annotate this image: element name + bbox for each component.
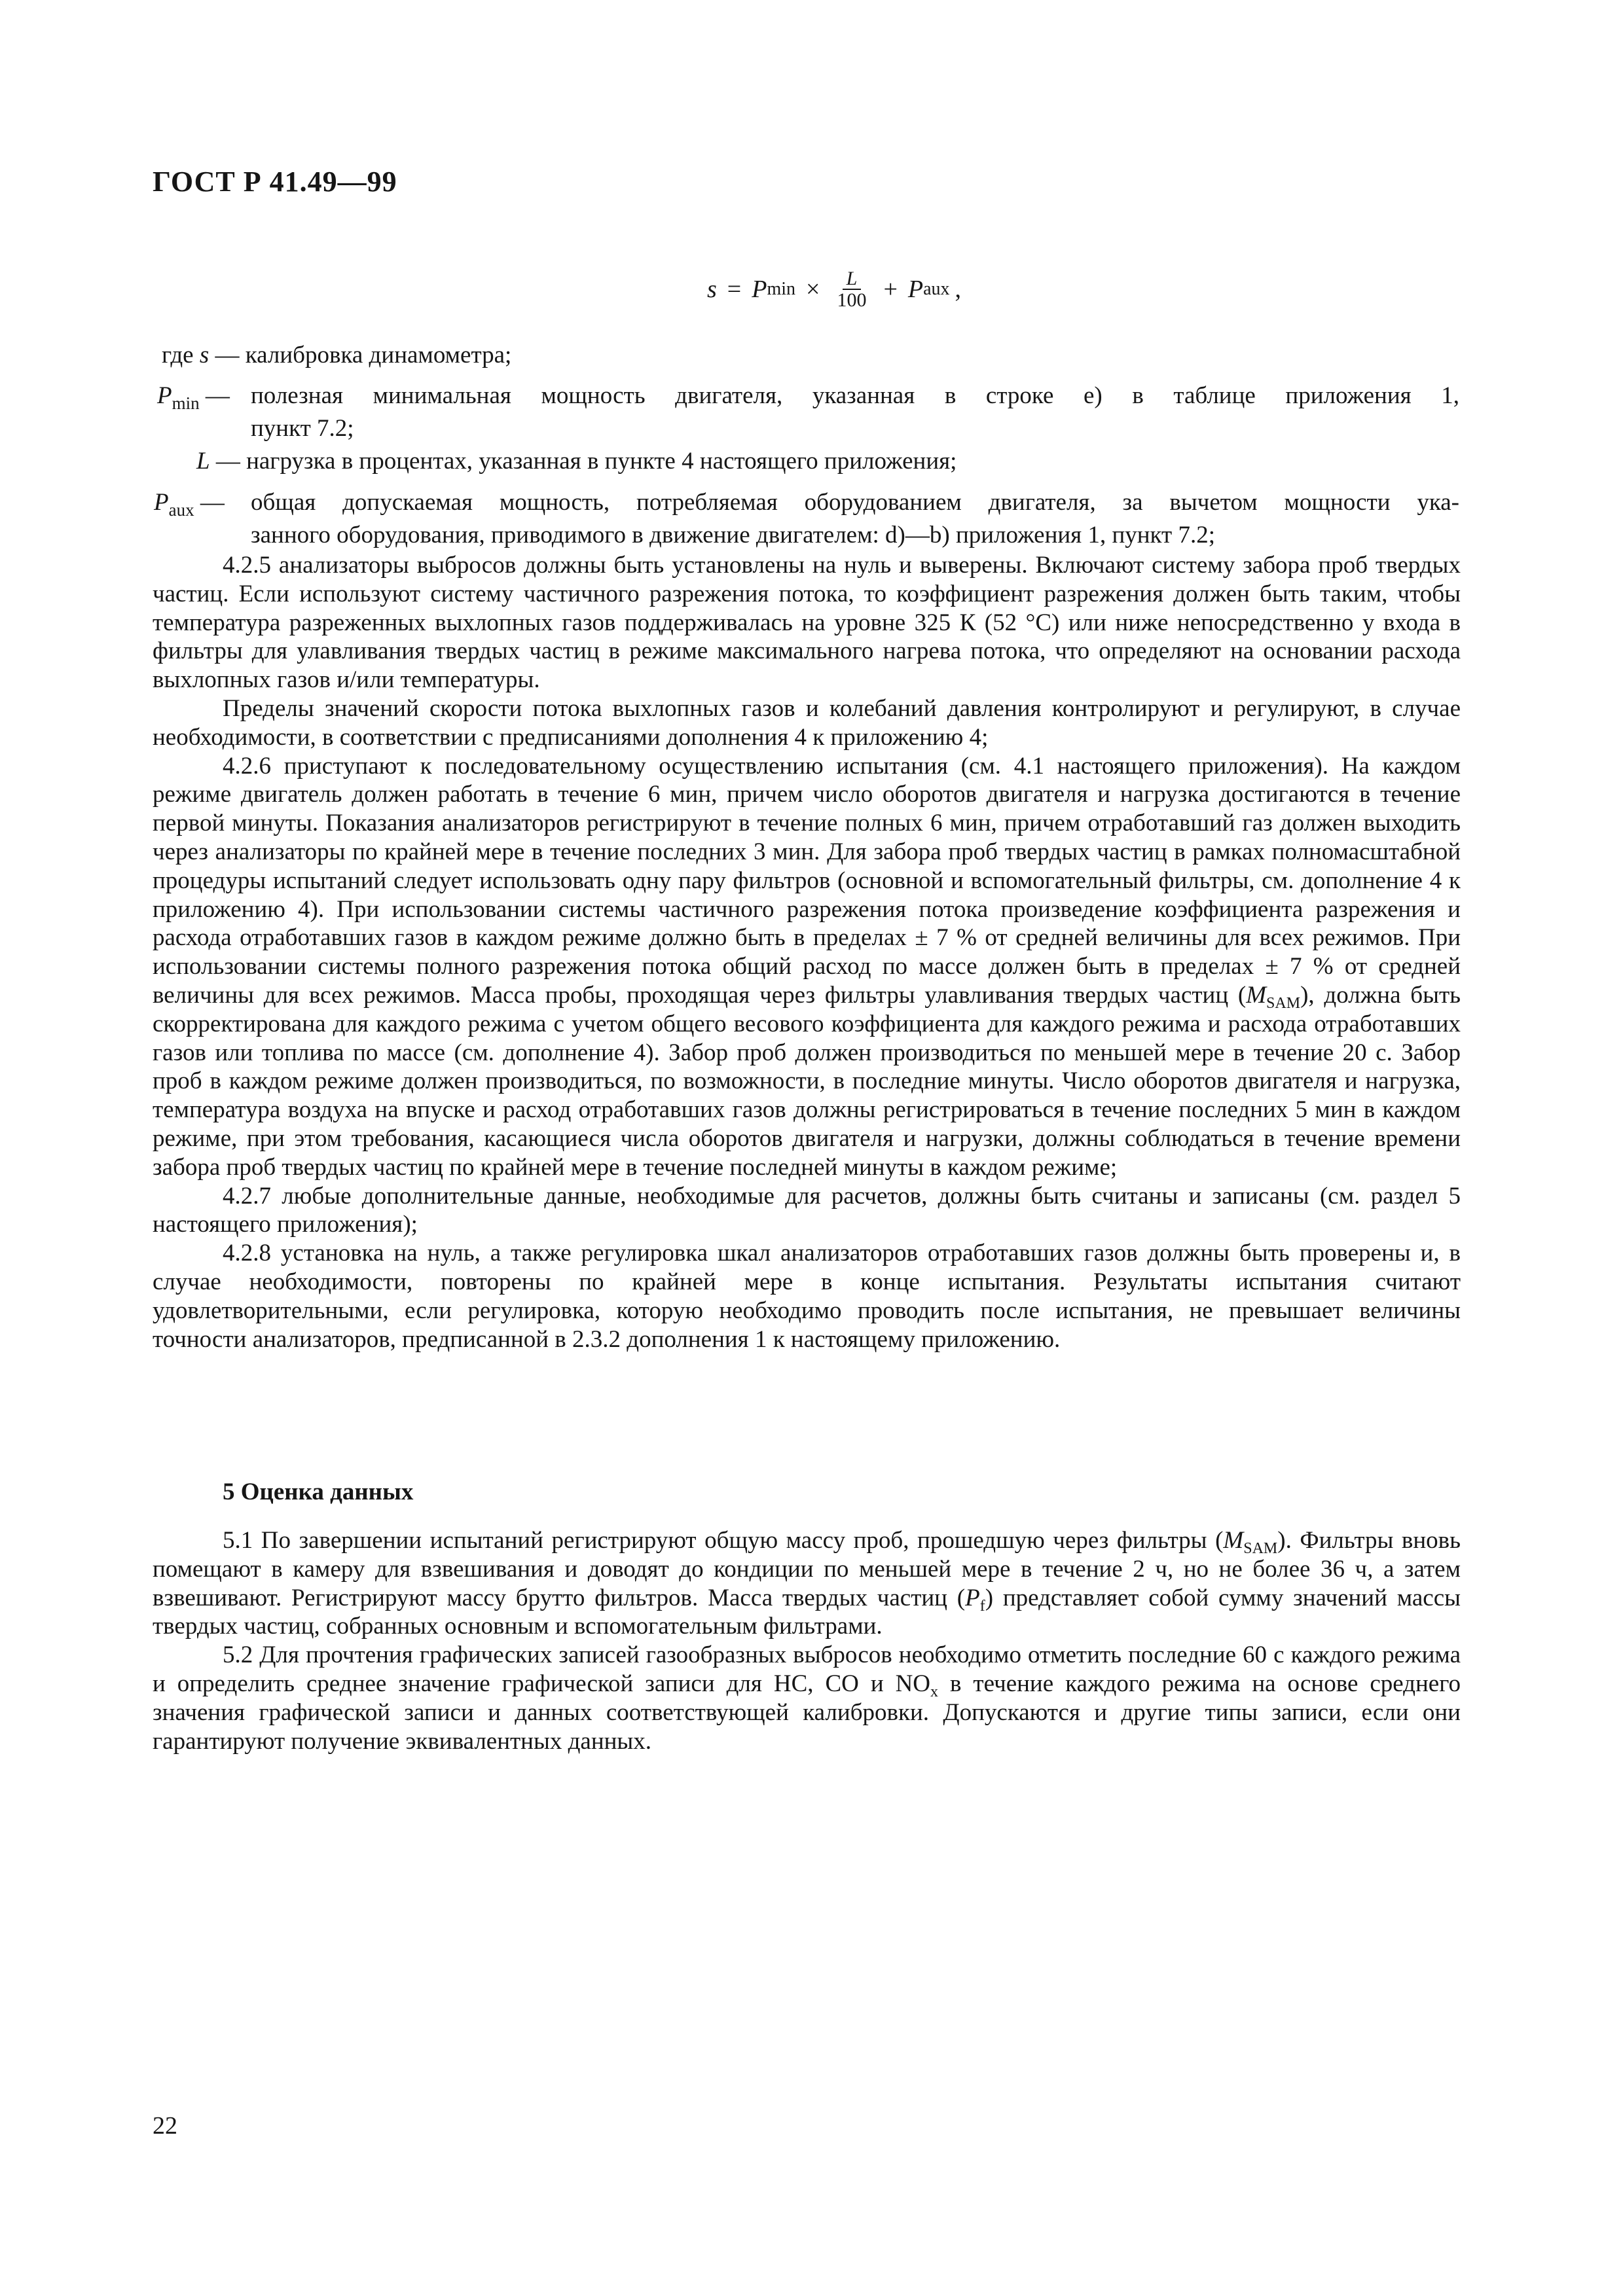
formula-tail: , — [955, 276, 962, 303]
paragraph-5-1: 5.1 По завершении испытаний регистрируют общую массу проб, прошедшую через фильтры $(M_{SAM})$. Фильтры вновь помещают в камеру для взвешивания и доводят до кондиции по меньшей мере в течение 2 ч, но не более 36 ч, а затем взвешивают. Регистрируют массу брутто фильтров. Масса твердых частиц $(P_f)$ представляет собой сумму значений массы твердых частиц, собранных основным и вспомогательным фильтрами. — [153, 1527, 1461, 1640]
fraction-numerator: L — [843, 268, 862, 291]
formula-aux-subscript: aux — [923, 279, 950, 299]
paragraph-5-2: 5.2 Для прочтения графических записей газообразных выбросов необходимо отметить последние 60 с каждого режима и определить среднее значение графической записи для НС, СО и $NO_x$ в течение каждого режима на основе среднего значения графической записи и данных соответствующей калибровки. Допускаются и другие типы записи, если они гарантируют получение эквивалентных данных. — [153, 1641, 1461, 1755]
section-5-title: 5 Оценка данных — [223, 1479, 414, 1505]
paragraph-4-2-6: 4.2.6 приступают к последовательному осуществлению испытания (см. 4.1 настоящего приложения). На каждом режиме двигатель должен работать в течение 6 мин, причем число оборотов двигателя и нагрузка достигаются в течение первой минуты. Показания анализаторов регистрируют в течение полных 6 мин, причем отработавший газ должен выходить через анализаторы по крайней мере в течение последних 3 мин. Для забора проб твердых частиц в рамках полномасштабной процедуры испытаний следует использовать одну пару фильтров (основной и вспомогательный фильтры, см. дополнение 4 к приложению 4). При использовании системы частичного разрежения потока произведение коэффициента разрежения и расхода отработавших газов в каждом режиме должно быть в пределах ± 7 % от средней величины для всех режимов. При использовании системы полного разрежения потока общий расход по массе должен быть в пределах ± 7 % от средней величины для всех режимов. Масса пробы, проходящая через фильтры улавливания твердых частиц $(M_{SAM})$, должна быть скорректирована для каждого режима с учетом общего весового коэффициента для каждого режима и расхода отработавших газов или топлива по массе (см. дополнение 4). Забор проб должен производиться по меньшей мере в течение 20 с. Забор проб в каждом режиме должен производиться, по возможности, в последние минуты. Число оборотов двигателя и нагрузка, температура воздуха на впуске и расход отработавших газов должны регистрироваться в течение последних 5 мин в каждом режиме, при этом требования, касающиеся числа оборотов двигателя и нагрузки, должны соблюдаться в течение времени забора проб твердых частиц по крайней мере в течение последней минуты в каждом режиме; — [153, 752, 1461, 1181]
formula-aux-symbol: P — [907, 276, 924, 303]
legend-pmin — [0, 381, 1623, 446]
legend-pmin-text: полезная минимальная мощность двигателя, указанная в строке е) в таблице приложения 1, — [251, 382, 1459, 409]
legend-paux-continuation: занного оборудования, приводимого в движение двигателем: d)—b) приложения 1, пункт 7.2; — [251, 522, 1215, 548]
legend-pmin-continuation: пункт 7.2; — [251, 415, 354, 442]
legend-paux-symbol: $P_{aux}$ — — [154, 489, 225, 520]
legend-paux-text: общая допускаемая мощность, потребляемая оборудованием двигателя, за вычетом мощности ука- — [251, 489, 1459, 516]
dynamometer-formula — [707, 257, 961, 322]
page-number: 22 — [153, 2112, 177, 2140]
legend-l — [0, 446, 1623, 479]
paragraph-4-2-5: 4.2.5 анализаторы выбросов должны быть установлены на нуль и выверены. Включают систему забора проб твердых частиц. Если используют систему частичного разрежения потока, то коэффициент разрежения должен быть таким, чтобы температура разреженных выхлопных газов поддерживалась на уровне 325 К (52 °С) или ниже непосредственно у входа в фильтры для улавливания твердых частиц в режиме максимального нагрева потока, что определяют на основании расхода выхлопных газов и/или температуры. — [153, 552, 1461, 694]
legend-pmin-symbol: $P_{min}$ — — [157, 382, 230, 413]
clause-4-2-body — [153, 551, 1461, 1354]
legend-l-line: L — нагрузка в процентах, указанная в пункте 4 настоящего приложения; — [196, 448, 957, 475]
section-5-body — [153, 1526, 1461, 1755]
formula-equals: = — [727, 276, 742, 303]
legend-paux — [0, 488, 1623, 553]
paragraph-flow-limits: Пределы значений скорости потока выхлопных газов и колебаний давления контролируют и регулируют, в случае необходимости, в соответствии с предписаниями дополнения 4 к приложению 4; — [153, 694, 1461, 751]
formula-times: × — [806, 276, 820, 303]
formula-lhs: s — [707, 276, 717, 303]
paragraph-4-2-7: 4.2.7 любые дополнительные данные, необходимые для расчетов, должны быть считаны и записаны (см. раздел 5 настоящего приложения); — [153, 1182, 1461, 1238]
formula-p-symbol: P — [752, 276, 767, 303]
paragraph-4-2-8: 4.2.8 установка на нуль, а также регулировка шкал анализаторов отработавших газов должны быть проверены и, в случае необходимости, повторены по крайней мере в конце испытания. Результаты испытания считают удовлетворительными, если регулировка, которую необходимо проводить после испытания, не превышает величины точности анализаторов, предписанной в 2.3.2 дополнения 1 к настоящему приложению. — [153, 1240, 1461, 1353]
legend-s — [0, 340, 1623, 373]
document-code-header: ГОСТ Р 41.49—99 — [153, 166, 397, 198]
formula-plus: + — [883, 276, 898, 303]
legend-s-line: где s — калибровка динамометра; — [162, 342, 512, 368]
formula-fraction — [833, 268, 870, 311]
fraction-denominator: 100 — [837, 289, 867, 311]
formula-p-subscript: min — [767, 279, 796, 299]
